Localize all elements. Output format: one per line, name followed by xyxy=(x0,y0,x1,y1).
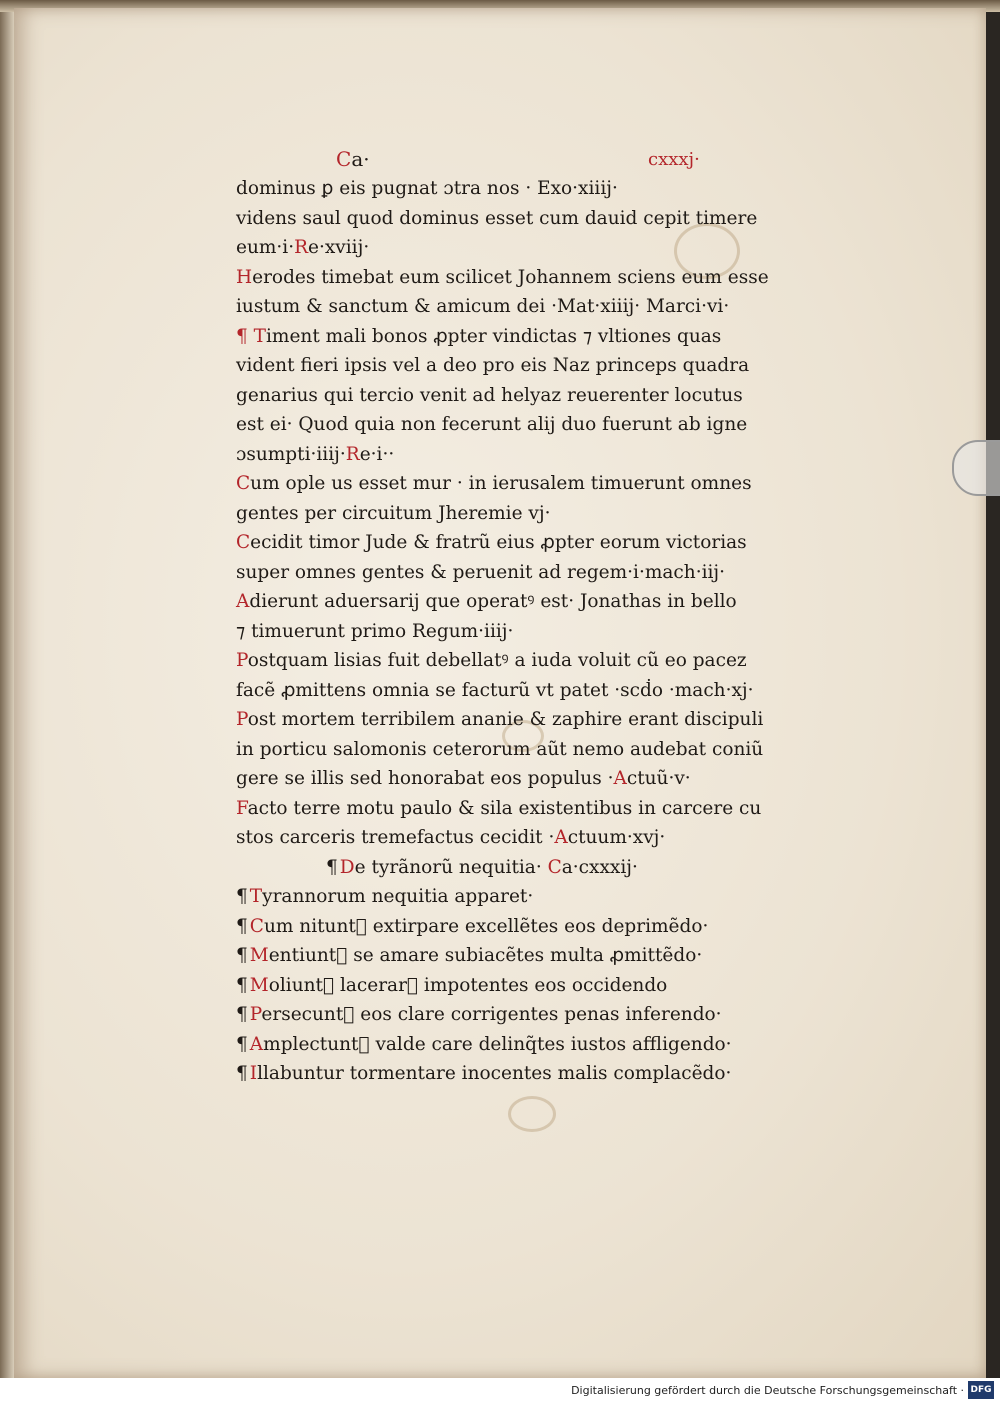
pilcrow-mark: ¶ xyxy=(236,915,248,937)
text-line xyxy=(236,587,796,617)
line-text: vident fieri ipsis vel a deo pro eis Naz princeps quadra xyxy=(236,355,750,376)
text-line xyxy=(236,174,796,204)
dfg-logo: DFG xyxy=(968,1381,994,1399)
pilcrow-mark: ¶ xyxy=(236,1033,248,1055)
line-text: iustum & sanctum & amicum dei ·Mat·xiiij· Marci·vi· xyxy=(236,296,730,317)
text-line xyxy=(236,528,796,558)
line-text: ctuũ·v· xyxy=(626,768,691,789)
vice-list xyxy=(236,882,796,1089)
pilcrow-mark: ¶ xyxy=(236,886,248,907)
line-text: um ople us esset mur · in ierusalem timuerunt omnes xyxy=(250,473,752,494)
chapter-abbrev: Ca· xyxy=(336,147,370,171)
text-line xyxy=(236,410,796,440)
list-item xyxy=(236,912,796,942)
text-line xyxy=(236,764,796,794)
line-text: iment mali bonos ꝓpter vindictas ⁊ vltiones quas xyxy=(266,325,722,347)
line-text: um nituntᷣ extirpare excellẽtes eos deprimẽdo· xyxy=(263,915,709,937)
water-stain xyxy=(508,1096,556,1132)
line-text: oliuntᷣ lacerarᷣ impotentes eos occidendo xyxy=(268,974,668,996)
line-text: ersecuntᷣ eos clare corrigentes penas inferendo· xyxy=(261,1004,722,1025)
line-text: dierunt aduersarij que operatꝰ est· Jonathas in bello xyxy=(249,591,737,612)
line-text: ost mortem terribilem ananie & zaphire erant discipuli xyxy=(247,709,764,730)
rubricated-initial: C xyxy=(249,915,264,937)
rubricated-initial: P xyxy=(236,709,248,730)
page-text xyxy=(236,145,796,1089)
rubricated-initial: P xyxy=(249,1004,262,1025)
text-line xyxy=(236,617,796,647)
text-line xyxy=(236,263,796,293)
text-line xyxy=(236,499,796,529)
rubricated-initial: T xyxy=(249,886,263,907)
list-item xyxy=(236,971,796,1001)
text-line xyxy=(236,558,796,588)
line-text: entiuntᷣ se amare subiacẽtes multa ꝓmittẽdo· xyxy=(268,945,703,966)
line-text: acto terre motu paulo & sila existentibus in carcere cu xyxy=(247,797,762,819)
text-line xyxy=(236,469,796,499)
line-text: mplectuntᷣ valde care delinq̃tes iustos affligendo· xyxy=(263,1033,732,1055)
line-text: stos carceris tremefactus cecidit · xyxy=(236,827,555,848)
text-line xyxy=(236,705,796,735)
pilcrow-mark: ¶ xyxy=(236,1063,248,1084)
rubricated-initial: C xyxy=(236,473,251,494)
list-item xyxy=(236,1000,796,1030)
line-text: e·xviij· xyxy=(308,237,370,258)
list-item xyxy=(236,1030,796,1060)
list-item xyxy=(236,1059,796,1089)
line-text: erodes timebat eum scilicet Johannem sciens eum esse xyxy=(252,266,769,288)
text-line xyxy=(236,440,796,470)
page-header xyxy=(236,145,796,174)
rubricated-initial: A xyxy=(249,1033,264,1055)
text-line xyxy=(236,735,796,765)
line-text: llabuntur tormentare inocentes malis complacẽdo· xyxy=(257,1063,732,1084)
line-text: genarius qui tercio venit ad helyaz reuerenter locutus xyxy=(236,384,743,406)
line-text: ɔsumpti·iiij· xyxy=(236,443,346,465)
rubricated-initial: M xyxy=(249,974,269,996)
rubricated-letter: R xyxy=(294,237,309,258)
text-line xyxy=(236,204,796,234)
page-clip xyxy=(952,440,1000,496)
page-gutter xyxy=(0,0,14,1378)
line-text: gere se illis sed honorabat eos populus · xyxy=(236,768,614,789)
rubricated-initial: A xyxy=(236,591,250,612)
line-text: gentes per circuitum Jheremie vj· xyxy=(236,502,551,524)
pilcrow-mark: ¶ xyxy=(236,945,248,966)
text-line xyxy=(236,351,796,381)
pilcrow-mark: ¶ xyxy=(236,1004,248,1025)
body-lines xyxy=(236,174,796,853)
line-text: ⁊ timuerunt primo Regum·iiij· xyxy=(236,620,514,642)
rubricated-initial: M xyxy=(249,945,269,966)
text-line xyxy=(236,233,796,263)
pilcrow-mark: ¶ xyxy=(236,974,248,996)
line-text: eum·i· xyxy=(236,237,295,258)
rubricated-initial: F xyxy=(236,797,248,819)
rubricated-letter: R xyxy=(345,443,360,465)
rubricated-initial: H xyxy=(236,266,253,288)
line-text: est ei· Quod quia non fecerunt alij duo fuerunt ab igne xyxy=(236,414,748,435)
rubricated-letter: A xyxy=(554,827,568,848)
text-line xyxy=(236,292,796,322)
rubricated-initial: ¶ T xyxy=(236,325,266,347)
section-heading: ¶ De tyrãnorũ nequitia· Ca·cxxxij· xyxy=(326,856,638,878)
list-item xyxy=(236,941,796,971)
text-line xyxy=(236,646,796,676)
list-item xyxy=(236,882,796,912)
rubricated-initial: C xyxy=(236,532,251,553)
rubricated-initial: P xyxy=(236,650,248,671)
text-line xyxy=(236,322,796,352)
line-text: ostquam lisias fuit debellatꝰ a iuda voluit cũ eo pacez xyxy=(247,650,747,671)
line-text: yrannorum nequitia apparet· xyxy=(262,886,534,907)
rubricated-initial: I xyxy=(249,1063,258,1084)
funding-credit: Digitalisierung gefördert durch die Deutsche Forschungsgemeinschaft · xyxy=(571,1384,964,1397)
text-line xyxy=(236,823,796,853)
line-text: in porticu salomonis ceterorum aũt nemo audebat coniũ xyxy=(236,738,764,760)
line-text: ecidit timor Jude & fratrũ eius ꝓpter eorum victorias xyxy=(250,532,747,553)
line-text: videns saul quod dominus esset cum dauid cepit timere xyxy=(236,207,758,229)
line-text: dominus ꝑ eis pugnat ɔtra nos · Exo·xiiij· xyxy=(236,178,618,199)
line-text: e·i·· xyxy=(359,443,395,465)
line-text: facẽ ꝓmittens omnia se facturũ vt patet ·scḋo ·mach·xj· xyxy=(236,679,754,701)
text-line xyxy=(236,794,796,824)
folio-number: cxxxj· xyxy=(648,149,700,170)
line-text: super omnes gentes & peruenit ad regem·i·mach·iij· xyxy=(236,561,726,583)
rubricated-letter: A xyxy=(613,768,627,789)
line-text: ctuum·xvj· xyxy=(567,827,666,848)
text-line xyxy=(236,676,796,706)
text-line xyxy=(236,381,796,411)
